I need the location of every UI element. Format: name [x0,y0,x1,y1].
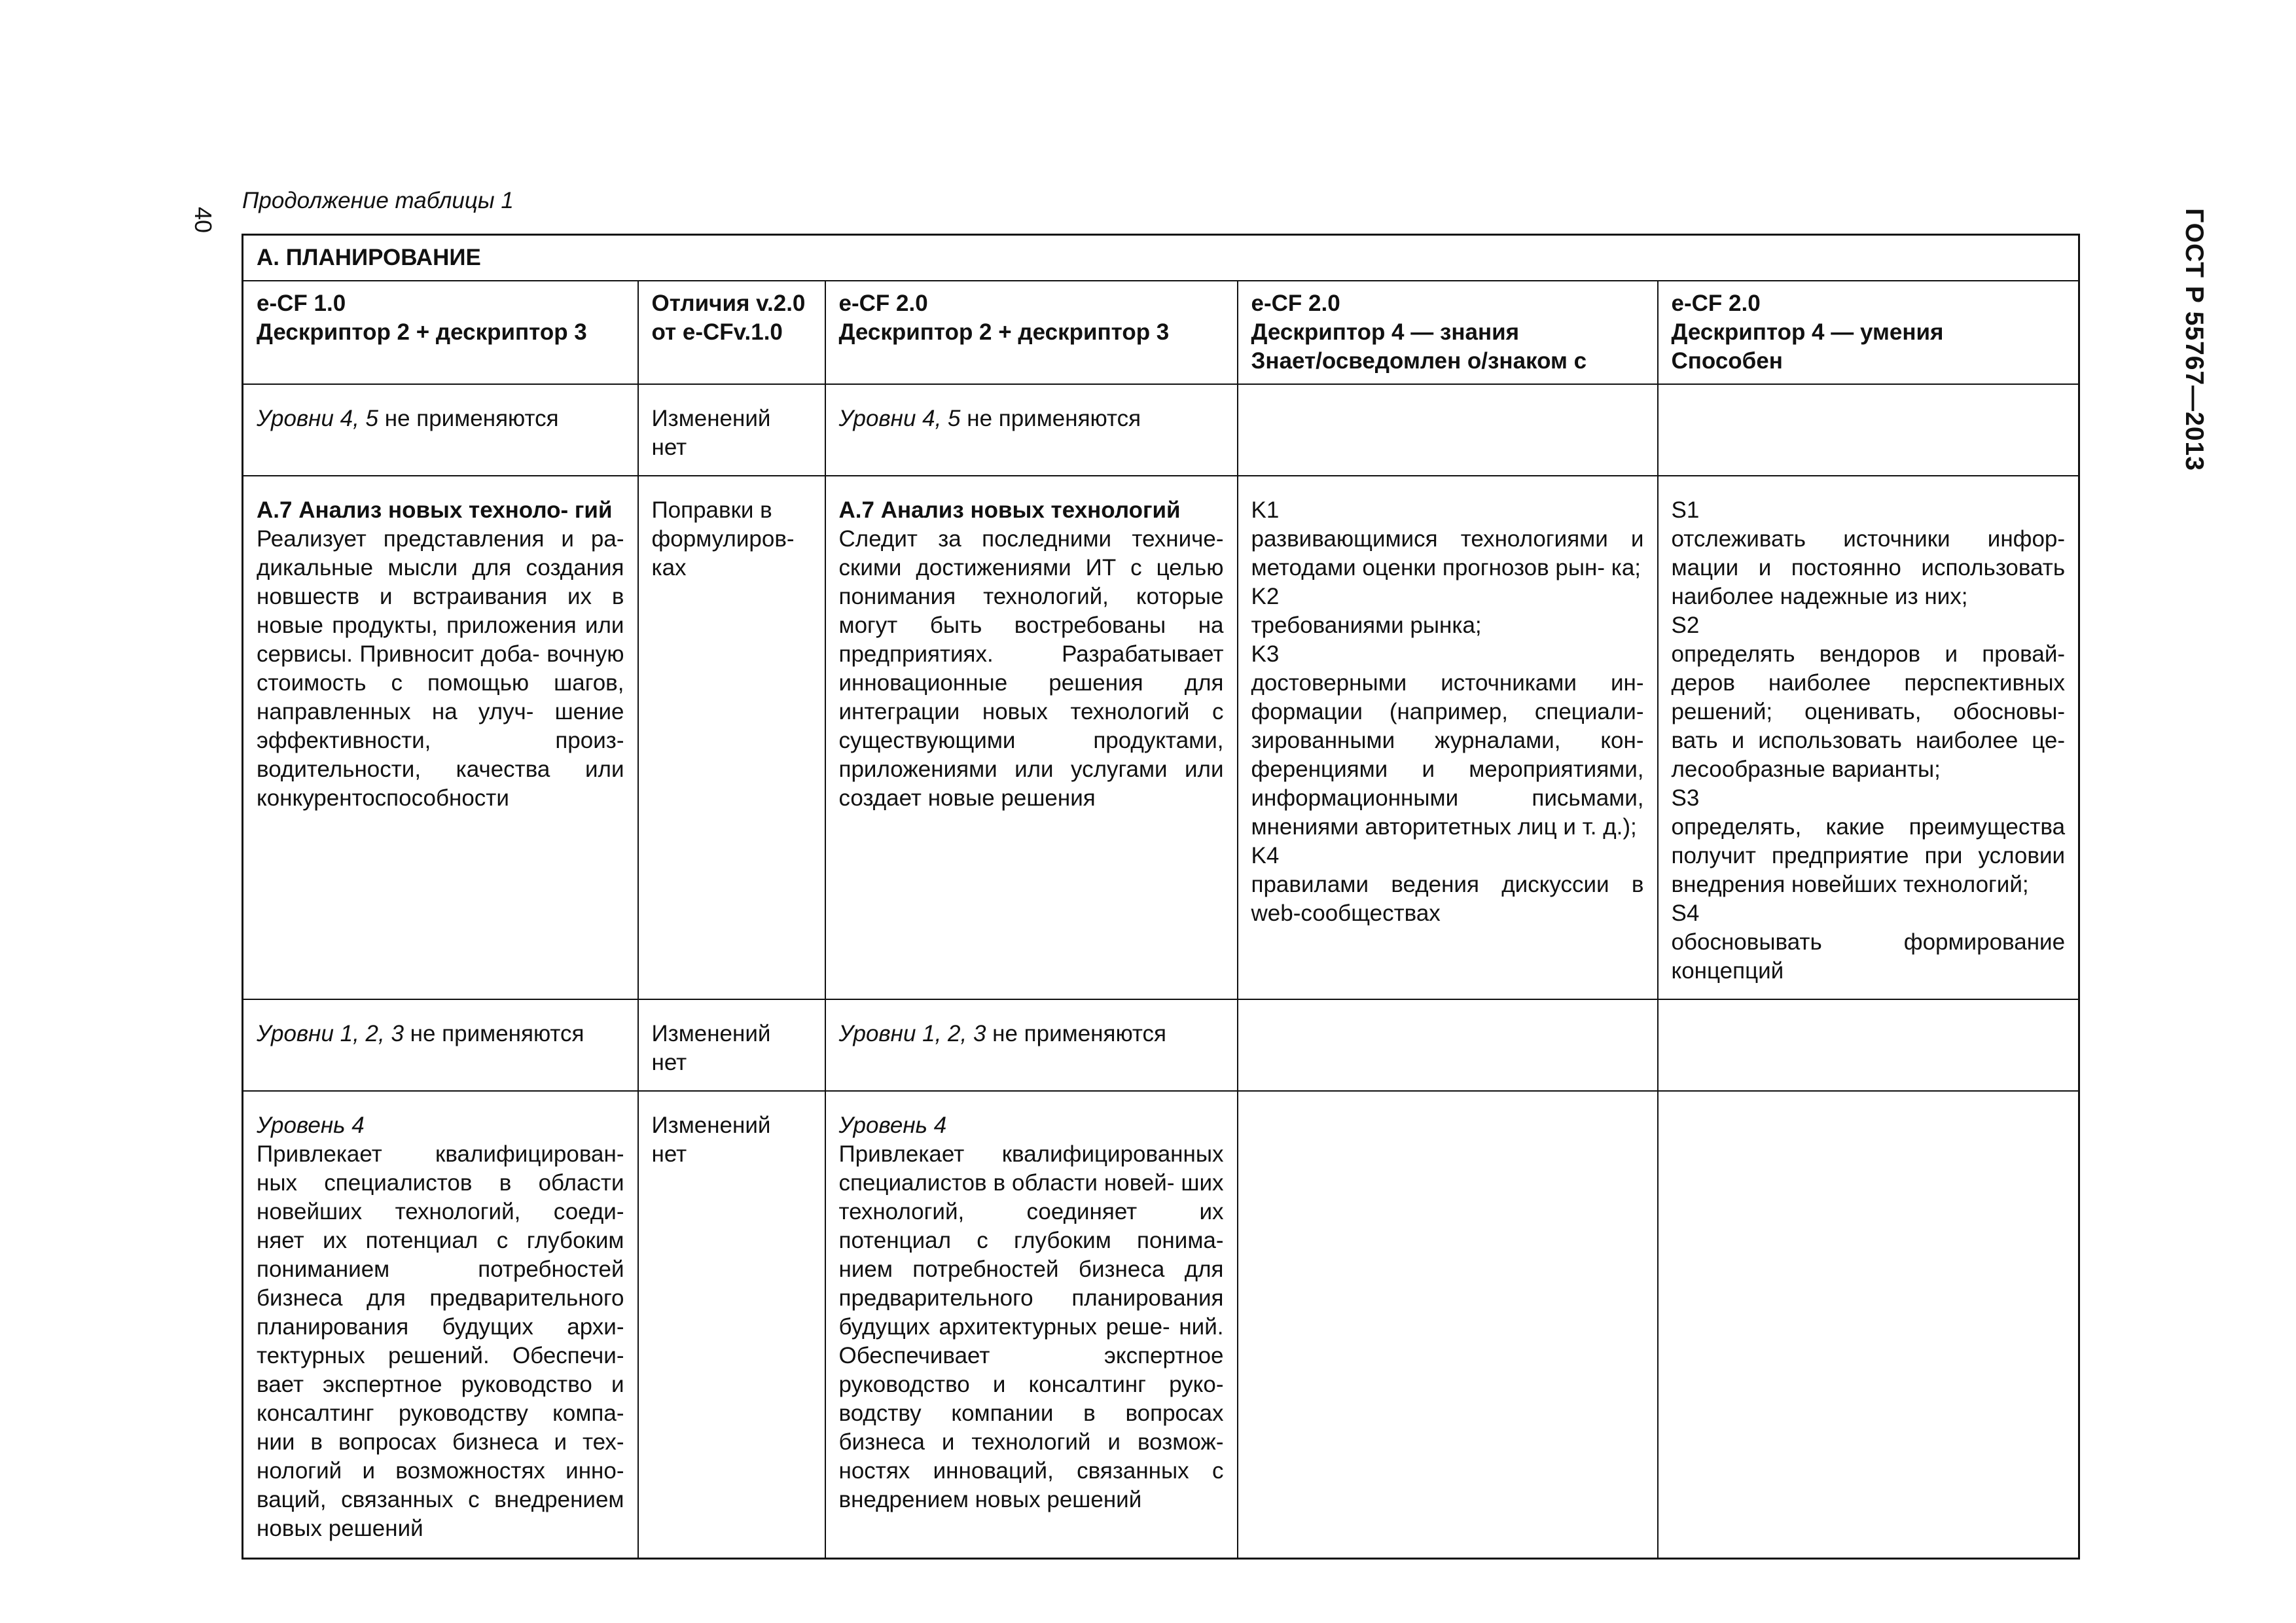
competence-title: А.7 Анализ новых техноло- гий [257,497,613,523]
row1-knowledge-cell [1238,384,1658,476]
header-line: от e-CFv.1.0 [651,319,783,345]
row3-ecf1-cell [243,999,638,1091]
levels-label: Уровни 4, 5 [838,406,961,431]
levels-label: Уровни 1, 2, 3 [838,1021,986,1046]
competence-title: А.7 Анализ новых технологий [838,497,1181,523]
header-cell-ecf2 [825,281,1238,384]
row3-diff-cell: Изменений нет [638,999,825,1091]
header-line: Отличия v.2.0 [651,291,806,316]
header-line: Дескриптор 4 — знания [1251,319,1520,345]
header-cell-knowledge [1238,281,1658,384]
table-row [243,384,2079,476]
levels-text: не применяются [378,406,559,431]
section-title: А. ПЛАНИРОВАНИЕ [243,235,2079,281]
skill-code: S3 [1671,785,1700,811]
knowledge-text: правилами ведения дискуссии в web-сообществах [1251,872,1644,926]
row1-ecf1-cell [243,384,638,476]
levels-label: Уровни 4, 5 [257,406,379,431]
levels-label: Уровни 1, 2, 3 [257,1021,404,1046]
skill-text: обосновывать формирование концепций [1671,929,2066,984]
knowledge-text: достоверными источниками ин- формации (например, специали- зированными журналами, кон- ференциями и мероприятиями, информационными письмами, мнениями авторитетных лиц и т. д.); [1251,670,1644,840]
row1-skills-cell [1658,384,2079,476]
row4-diff-cell: Изменений нет [638,1091,825,1558]
knowledge-text: развивающимися технологиями и методами оценки прогнозов рын- ка; [1251,526,1644,580]
knowledge-code: K4 [1251,843,1280,868]
row3-skills-cell [1658,999,2079,1091]
header-cell-diff [638,281,825,384]
row2-knowledge-cell [1238,476,1658,999]
standard-identifier: ГОСТ Р 55767—2013 [2180,208,2208,471]
skill-text: определять вендоров и провай- деров наиболее перспективных решений; оценивать, обосновы- вать и использовать наиболее це- лесообразные варианты; [1671,641,2066,782]
header-line: Способен [1671,348,1783,374]
header-line: Дескриптор 4 — умения [1671,319,1944,345]
row2-skills-cell [1658,476,2079,999]
level-description: Привлекает квалифицированных специалистов в области новей- ших технологий, соединяет их потенциал с глубоким понима- нием потребностей бизнеса для предварительного планирования будущих архитектурных реше- ний. Обеспечивает экспертное руководство и консалтинг руко- водству компании в вопросах бизнеса и технологий и возмож- ностях инноваций, связанных с внедрением новых решений [838,1141,1224,1512]
skill-code: S2 [1671,613,1700,638]
row1-ecf2-cell [825,384,1238,476]
knowledge-code: K2 [1251,584,1280,609]
levels-text: не применяются [960,406,1141,431]
table-row [243,1091,2079,1558]
knowledge-code: K1 [1251,497,1280,523]
table-caption: Продолжение таблицы 1 [242,188,514,213]
header-line: e-CF 2.0 [1251,291,1340,316]
level-title: Уровень 4 [257,1113,365,1138]
competence-description: Реализует представления и ра- дикальные мысли для создания новшеств и встраивания их в новые продукты, приложения или сервисы. Привносит доба- вочную стоимость с помощью шагов, направленных на улуч- шение эффективности, произ- водительности, качества или конкурентоспособности [257,526,624,811]
levels-text: не применяются [986,1021,1167,1046]
header-line: Дескриптор 2 + дескриптор 3 [257,319,587,345]
row3-ecf2-cell [825,999,1238,1091]
knowledge-text: требованиями рынка; [1251,613,1482,638]
row4-skills-cell [1658,1091,2079,1558]
header-line: e-CF 1.0 [257,291,346,316]
row4-ecf2-cell [825,1091,1238,1558]
table-row [243,999,2079,1091]
row2-diff-cell: Поправки в формулиров- ках [638,476,825,999]
skill-text: определять, какие преимущества получит предприятие при условии внедрения новейших технологий; [1671,814,2066,897]
skill-text: отслеживать источники инфор- мации и постоянно использовать наиболее надежные из них; [1671,526,2066,609]
header-line: e-CF 2.0 [838,291,928,316]
header-cell-skills [1658,281,2079,384]
row4-ecf1-cell [243,1091,638,1558]
competence-table [242,234,2080,1560]
header-line: Знает/осведомлен о/знаком с [1251,348,1587,374]
header-line: e-CF 2.0 [1671,291,1761,316]
knowledge-code: K3 [1251,641,1280,667]
page-number: 40 [190,206,217,234]
table-row [243,476,2079,999]
row3-knowledge-cell [1238,999,1658,1091]
levels-text: не применяются [403,1021,584,1046]
row2-ecf2-cell [825,476,1238,999]
level-title: Уровень 4 [838,1113,947,1138]
row2-ecf1-cell [243,476,638,999]
row4-knowledge-cell [1238,1091,1658,1558]
skill-code: S4 [1671,901,1700,926]
header-line: Дескриптор 2 + дескриптор 3 [838,319,1170,345]
level-description: Привлекает квалифицирован- ных специалистов в области новейших технологий, соеди- няет их потенциал с глубоким пониманием потребностей бизнеса для предварительного планирования будущих архи- тектурных решений. Обеспечи- вает экспертное руководство и консалтинг руководству компа- нии в вопросах бизнеса и тех- нологий и возможностях инно- ваций, связанных с внедрением новых решений [257,1141,624,1541]
section-row [243,235,2079,281]
header-row [243,281,2079,384]
header-cell-ecf1 [243,281,638,384]
row1-diff-cell: Изменений нет [638,384,825,476]
skill-code: S1 [1671,497,1700,523]
competence-description: Следит за последними техниче- скими достижениями ИТ с целью понимания технологий, которые могут быть востребованы на предприятиях. Разрабатывает инновационные решения для интеграции новых технологий с существующими продуктами, приложениями или услугами или создает новые решения [838,526,1224,811]
